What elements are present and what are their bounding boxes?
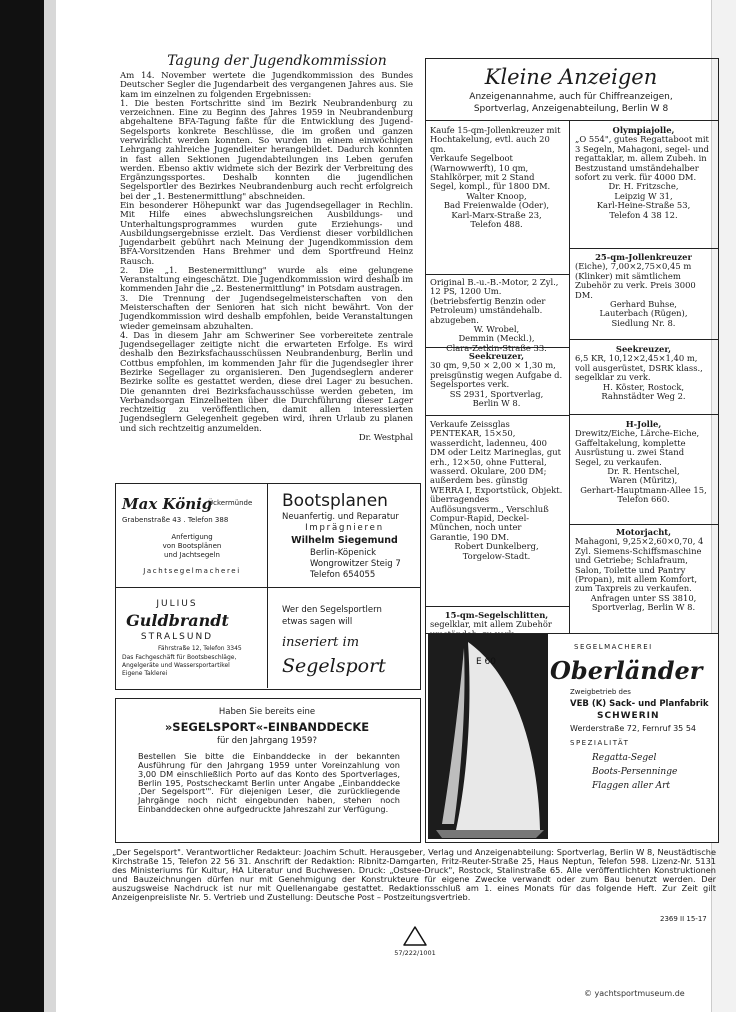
divider (425, 606, 569, 607)
advertiser-place: Ückermünde (208, 499, 253, 507)
watermark: © yachtsportmuseum.de (584, 989, 685, 998)
ad-line: Motorjacht, (615, 527, 672, 537)
advertiser-name: Oberländer (550, 656, 703, 685)
ad-line: Gerhard Buhse, (610, 299, 677, 310)
ad-line: Drewitz/Eiche, Lärche-Eiche, Gaffeltakelung, komplette Ausrüstung u. zwei Stand Segel, zu verkaufen. (575, 428, 700, 467)
ad-text: VEB (K) Sack- und Planfabrik (570, 699, 709, 709)
print-code: 2369 II 15-17 (660, 915, 707, 923)
ad-text: Das Fachgeschäft für Bootsbeschläge, (122, 654, 237, 661)
ad-text: Bestellen Sie bitte die Einbanddecke in der bekannten Ausführung für den Jahrgang 1959 unter Voreinzahlung von 3,00 DM einschließlich Porto auf das Konto des Sportverlages, Berlin 195, Postscheckamt Berlin unter Angabe „Einbanddecke ‚Der Segelsport'". Für diejenigen Leser, die zurückliegende Jahrgänge noch nicht eingebunden haben, stehen noch Einbanddecken ohne aufgedruckte Jahreszahl zur Verfügung. (138, 751, 400, 815)
advertiser-name: Guldbrandt (126, 611, 229, 630)
ad-text: Telefon 654055 (310, 570, 376, 580)
ad-line: Lauterbach (Rügen), (599, 308, 688, 319)
ad-title: »SEGELSPORT«-EINBANDDECKE (164, 720, 370, 734)
ad-text: Regatta-Segel (592, 753, 657, 763)
ad-line: Anfragen unter SS 3810, Sportverlag, Berlin W 8. (590, 592, 697, 613)
article-paragraph: 2. Die „1. Bestenermittlung" wurde als eine gelungene Veranstaltung eingeschätzt. Die Jugendkommission wird deshalb im kommenden Jahr die „2. Bestenermittlung" in Potsdam austragen. (120, 265, 413, 295)
ad-line: Karl-Heine-Straße 53, (596, 200, 691, 211)
classified-ad (430, 420, 563, 561)
ad-text: Neuanfertig. und Reparatur (282, 512, 399, 522)
ad-line: Torgelow-Stadt. (462, 550, 531, 561)
classified-ad (430, 126, 563, 229)
ad-text: Haben Sie bereits eine (218, 707, 316, 717)
kleine-anzeigen-title: Kleine Anzeigen (484, 65, 658, 89)
print-number: 57/222/1001 (394, 949, 436, 957)
ad-line: Karl-Marx-Straße 23, (451, 209, 542, 220)
ad-line: Robert Dunkelberg, (454, 541, 539, 552)
ad-line: 6,5 KR, 10,12×2,45×1,40 m, voll ausgerüstet, DSRK klass., segelklar zu verk. (575, 353, 703, 383)
advertiser-name: Max König (122, 495, 213, 513)
classified-ad (575, 126, 712, 220)
ad-line: Original B.-u.-B.-Motor, 2 Zyl., 12 PS, 1200 Um. (betriebsfertig Benzin oder Petroleum) umständehalb. abzugeben. (430, 277, 559, 325)
article-paragraph: 1. Die besten Fortschritte sind im Bezirk Neubrandenburg zu verzeichnen. Eine zu Beginn des Jahres 1959 in Neubrandenburg abgehaltene BFA-Tagung faßte für die Entwicklung des Jugend-Segelsports konkrete Beschlüsse, die im großen und ganzen verwirklicht werden konnten. So wurden in einem einwöchigen Lehrgang zahlreiche Jugendleiter herangebildet. Dadurch konnten in fast allen Sektionen Jugendabteilungen ins Leben gerufen werden. Ebenso aktiv widmete sich der Bezirk der Verbreitung des Ergänzungssportes. Deshalb konnten die jugendlichen Segelsportler des Bezirkes Neubrandenburg auch recht erfolgreich bei der „1. Bestenermittlung" abschneiden. (120, 98, 413, 202)
divider (425, 120, 718, 121)
ad-text: Boots-Persenninge (592, 767, 678, 777)
ad-line: Seekreuzer, (468, 351, 525, 361)
kleine-anzeigen-subtitle: Anzeigenannahme, auch für Chiffreanzeigen, (469, 92, 673, 102)
ad-text: inseriert im (282, 635, 360, 650)
column-divider (569, 120, 570, 678)
ad-line: 15-qm-Segelschlitten, (444, 610, 549, 620)
divider (267, 483, 268, 688)
article-author: Dr. Westphal (358, 432, 413, 443)
ad-line: Demmin (Meckl.), (458, 333, 535, 344)
ad-line: Berlin W 8. (472, 398, 521, 409)
ad-text: SCHWERIN (597, 711, 660, 721)
article-body (120, 72, 413, 443)
scan-edge-left (0, 0, 44, 1012)
divider (569, 248, 718, 249)
ad-text: Anfertigung (171, 533, 213, 541)
divider (425, 274, 569, 275)
kleine-anzeigen-subtitle: Sportverlag, Anzeigenabteilung, Berlin W 8 (473, 104, 669, 114)
classified-ad (575, 345, 712, 401)
ad-line: segelklar, mit allem Zubehör (430, 619, 552, 630)
divider (425, 347, 569, 348)
ad-text: SPEZIALITÄT (570, 739, 630, 747)
ad-trade: Jachtsegelmacherei (143, 567, 241, 575)
ad-line: Telefon 4 38 12. (609, 209, 678, 220)
ad-line: Verkaufe Zeissglas PENTEKAR, 15×50, wasserdicht, ladenneu, 400 DM oder Leitz Marineglas, gut erh., 12×50, ohne Futteral, wasserd. Okulare, 200 DM; außerdem bes. günstig WERRA I, Exportstück, Objekt. überragendes Auflösungsverm., Verschluß Compur-Rapid, Deckel-München, noch unter Garantie, 190 DM. (430, 419, 563, 542)
ad-line: Verkaufe Segelboot (Warnowwerft), 10 qm, Stahlkörper, mit 2 Stand Segel, kompl., für 1800 DM. (430, 153, 551, 192)
ad-text: Angelgeräte und Wassersportartikel (122, 662, 230, 669)
article-title: Tagung der Jugendkommission (167, 53, 387, 69)
sailboat-illustration (428, 634, 548, 839)
ad-line: (Eiche), 7,00×2,75×0,45 m (Klinker) mit sämtlichem Zubehör zu verk. Preis 3000 DM. (575, 261, 696, 300)
ad-line: Mahagoni, 9,25×2,60×0,70, 4 Zyl. Siemens-Schiffsmaschine und Getriebe; Schlafraum, Salon, Toilette und Pantry (Propan), mit allem Komfort, zum Taxpreis zu verkaufen. (575, 536, 704, 594)
ad-line: 25-qm-Jollenkreuzer (595, 252, 692, 262)
ad-name: Wilhelm Siegemund (291, 535, 398, 546)
ad-text: STRALSUND (140, 632, 214, 642)
classified-ad (430, 352, 563, 408)
ad-text: für den Jahrgang 1959? (217, 736, 317, 746)
article-paragraph: 4. Das in diesem Jahr am Schweriner See vorbereitete zentrale Jugendsegellager zeitigte nicht die erwarteten Erfolge. Es wird deshalb den Bezirksfachausschüssen Neubrandenburg, Berlin und Cottbus empfohlen, im kommenden Jahr für die Jugendsegler ihrer Bezirke Segellager zu organisieren. Den Jugendseglern anderer Bezirke sollte es gestattet werden, diese drei Lager zu besuchen. Die genannten drei Bezirksfachausschüsse werden gebeten, im Verbandsorgan Einzelheiten über die Durchführung dieser Lager rechtzeitig zu veröffentlichen, damit allen interessierten Jugendseglern Gelegenheit gegeben wird, ihren Urlaub zu planen und sich rechtzeitig anzumelden. (120, 330, 413, 434)
ad-line: Waren (Müritz), (609, 475, 678, 486)
ad-line: Seekreuzer, (615, 344, 672, 354)
imprint-text: „Der Segelsport". Verantwortlicher Redakteur: Joachim Schult. Herausgeber, Verlag und Anzeigenabteilung: Sportverlag, Berlin W 8, Neustädtische Kirchstraße 15, Telefon 22 56 31. Anschrift der Redaktion: Ribnitz-Damgarten, Fritz-Reuter-Straße 25, Haus Neptun, Telefon 598. Lizenz-Nr. 5131 des Ministeriums für Kultur, HA Literatur und Buchwesen. Druck: „Ostsee-Druck", Rostock, Stalinstraße 65. Alle veröffentlichten Konstruktionen und Bauzeichnungen dürfen nur mit Genehmigung der Konstrukteure für eigene Zwecke verwandt oder zum Bau benutzt werden. Der auszugsweise Nachdruck ist nur mit Quellenangabe gestattet. Redaktionsschluß am 1. eines Monats für das folgende Heft. Zur Zeit gilt Anzeigenpreisliste Nr. 5. Vertrieb und Zustellung: Deutsche Post – Postzeitungsvertrieb. (112, 847, 716, 903)
publisher-triangle-icon (402, 925, 428, 947)
ad-text: Segelsport (282, 655, 386, 677)
ad-line: W. Wrobel, (473, 324, 520, 335)
ad-text: etwas sagen will (282, 617, 353, 627)
magazine-page (112, 40, 718, 970)
ad-text: JULIUS (156, 599, 198, 609)
ad-line: Bad Freienwalde (Oder), (443, 200, 550, 211)
sail-number: E 60 (476, 657, 496, 667)
classified-ad (575, 253, 712, 328)
ad-text: Berlin-Köpenick (310, 548, 377, 558)
ad-line: Gerhart-Hauptmann-Allee 15, Telefon 660. (580, 484, 707, 505)
ad-line: H-Jolle, (625, 419, 662, 429)
ad-text: Wongrowitzer Steig 7 (310, 559, 401, 569)
ad-text: Werderstraße 72, Fernruf 35 54 (570, 724, 696, 733)
divider (569, 414, 718, 415)
ad-line: H. Köster, Rostock, (602, 381, 685, 392)
ad-line: 30 qm, 9,50 × 2,00 × 1,30 m, preisgünstig wegen Aufgabe d. Segelsportes verk. (430, 360, 563, 390)
ad-text: Zweigbetrieb des (570, 688, 631, 696)
ad-line: Rahnstädter Weg 2. (601, 391, 686, 402)
article-paragraph: 3. Die Trennung der Jugendsegelmeisterschaften von den Meisterschaften der Senioren hat sich nicht bewährt. Von der Jugendkommission wird deshalb empfohlen, beide Veranstaltungen wieder gemeinsam abzuhalten. (120, 293, 413, 332)
ad-line: Kaufe 15-qm-Jollenkreuzer mit Hochtakelung, evtl. auch 20 qm. (430, 125, 561, 154)
ad-line: SS 2931, Sportverlag, (449, 388, 544, 399)
classified-ad (430, 278, 563, 353)
ad-text: von Bootsplänen (162, 542, 222, 550)
article-paragraph: Am 14. November wertete die Jugendkommission des Bundes Deutscher Segler die Jugendarbeit des vergangenen Jahres aus. Sie kam im einzelnen zu folgenden Ergebnissen: (120, 71, 413, 100)
scan-edge-inner (44, 0, 56, 1012)
ad-line: Telefon 488. (470, 219, 523, 230)
ad-line: Walter Knoop, (466, 190, 527, 201)
ad-text: Wer den Segelsportlern (282, 605, 382, 615)
ad-text: und Jachtsegeln (163, 551, 220, 559)
ad-line: Dr. H. Fritzsche, (608, 181, 679, 192)
divider (569, 524, 718, 525)
ad-text: Fährstraße 12, Telefon 3345 (158, 645, 242, 652)
ad-line: Leipzig W 31, (614, 190, 673, 201)
ad-text: SEGELMACHEREI (574, 643, 653, 651)
hull (436, 830, 544, 838)
advertiser-address: Grabenstraße 43 . Telefon 388 (122, 516, 229, 524)
ad-line: Dr. R. Hentschel, (607, 466, 680, 477)
classified-ad (575, 528, 712, 613)
classified-ad (575, 420, 712, 505)
ad-text: Imprägnieren (305, 523, 384, 533)
ad-line: „O 554", gutes Regattaboot mit 3 Segeln, Mahagoni, segel- und regattaklar, m. allem Zubeh. in Bestzustand umständehalber sofort zu verk. für 4000 DM. (575, 134, 710, 183)
article-paragraph: Ein besonderer Höhepunkt war das Jugendsegellager in Rechlin. Mit Hilfe eines abwechslungsreichen Ausbildungs- und Unterhaltungsprogrammes wurden gute Erziehungs- und Ausbildungsergebnisse erzielt. Das Verdienst dieser vorbildlichen Jugendarbeit gebührt nach Meinung der Jugendkommission dem BFA-Vorsitzenden Hans Brehmer und dem Sportfreund Heinz Rausch. (120, 200, 413, 267)
divider (569, 339, 718, 340)
ad-text: Flaggen aller Art (592, 781, 671, 791)
divider (115, 587, 420, 588)
ad-text: Eigene Taklerei (122, 670, 168, 677)
ad-title: Bootsplanen (282, 491, 388, 511)
ad-line: Olympiajolle, (612, 125, 675, 135)
divider (425, 415, 569, 416)
ad-line: Siedlung Nr. 8. (611, 317, 676, 328)
